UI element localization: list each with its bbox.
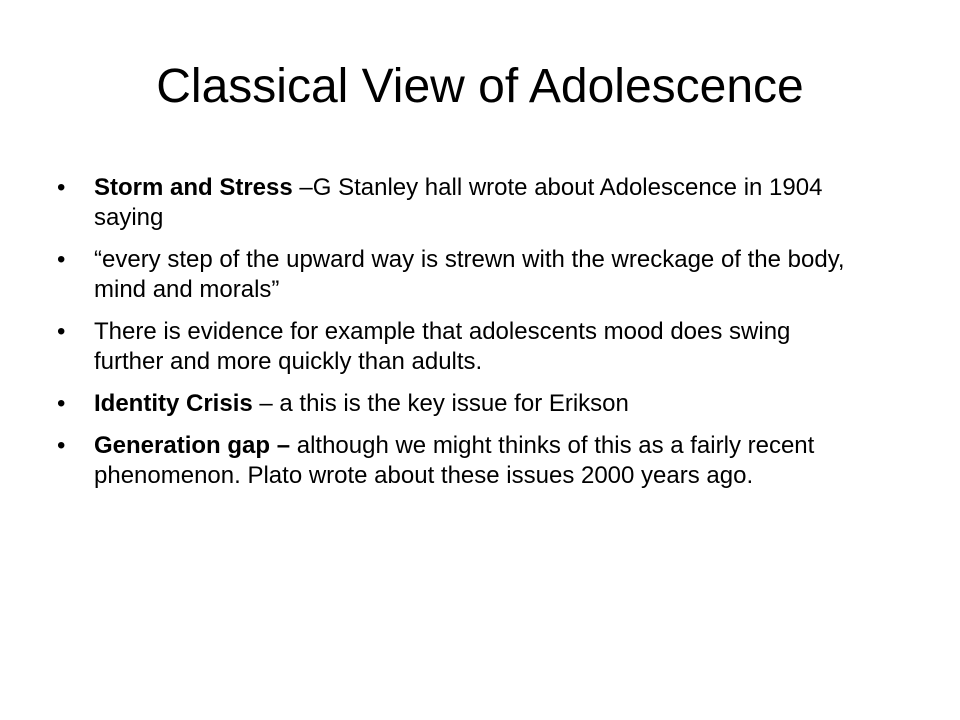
bullet-icon: • [57,318,66,345]
bullet-text: although we might thinks of this as a fairly recent phenomenon. Plato wrote about these issues 2000 years ago. [94,432,815,489]
bullet-item [57,173,857,233]
bullet-list [57,173,857,503]
bullet-text: “every step of the upward way is strewn with the wreckage of the body, mind and morals” [94,246,845,303]
bullet-bold-text: Generation gap – [94,432,291,459]
bullet-icon: • [57,432,66,459]
bullet-text: –G Stanley hall wrote about Adolescence in 1904 saying [94,174,823,231]
bullet-text: There is evidence for example that adolescents mood does swing further and more quickly than adults. [94,318,791,375]
bullet-item [57,389,857,419]
slide-title: Classical View of Adolescence [156,60,804,113]
bullet-icon: • [57,246,66,273]
bullet-text: – a this is the key issue for Erikson [252,390,629,417]
bullet-bold-text: Identity Crisis [94,390,253,417]
bullet-icon: • [57,390,66,417]
bullet-bold-text: Storm and Stress [94,174,300,201]
bullet-item [57,317,857,377]
bullet-icon: • [57,174,66,201]
bullet-item [57,431,857,491]
bullet-item [57,245,857,305]
